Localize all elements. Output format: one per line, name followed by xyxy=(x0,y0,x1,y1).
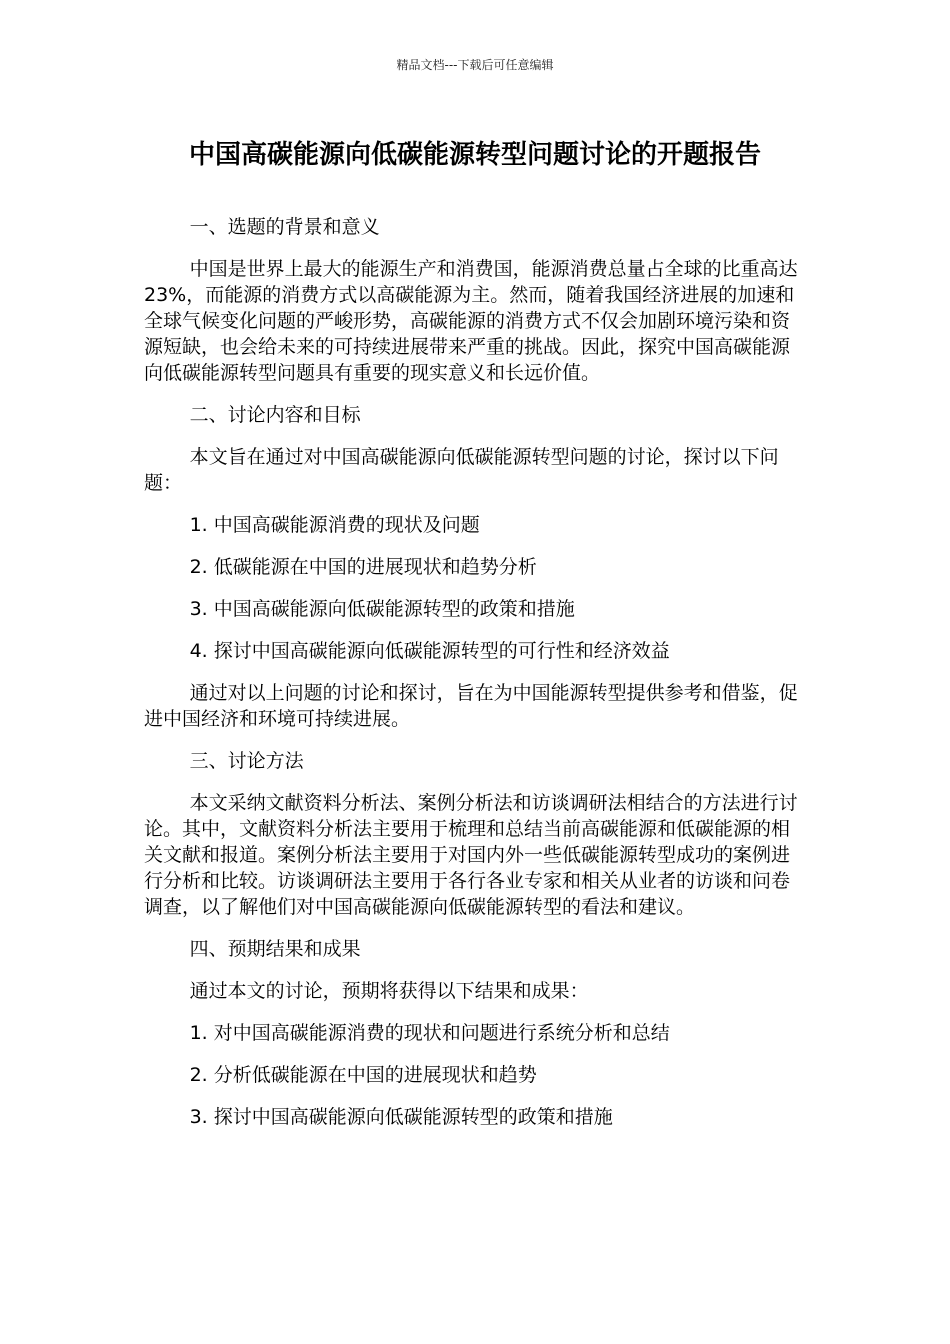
section-4-intro: 通过本文的讨论，预期将获得以下结果和成果： xyxy=(189,980,589,1002)
section-2-item: 4. 探讨中国高碳能源向低碳能源转型的可行性和经济效益 xyxy=(189,640,670,662)
section-2-item: 3. 中国高碳能源向低碳能源转型的政策和措施 xyxy=(189,598,575,620)
section-2-intro: 本文旨在通过对中国高碳能源向低碳能源转型问题的讨论，探讨以下问题： xyxy=(144,446,779,494)
section-4-item: 1. 对中国高碳能源消费的现状和问题进行系统分析和总结 xyxy=(189,1022,670,1044)
section-3-paragraph: 本文采纳文献资料分析法、案例分析法和访谈调研法相结合的方法进行讨论。其中，文献资料分析法主要用于梳理和总结当前高碳能源和低碳能源的相关文献和报道。案例分析法主要用于对国内外一些低碳能源转型成功的案例进行分析和比较。访谈调研法主要用于各行各业专家和相关从业者的访谈和问卷调查，以了解他们对中国高碳能源向低碳能源转型的看法和建议。 xyxy=(144,792,798,918)
section-4-item: 2. 分析低碳能源在中国的进展现状和趋势 xyxy=(189,1064,537,1086)
section-2-item: 2. 低碳能源在中国的进展现状和趋势分析 xyxy=(189,556,537,578)
section-1-heading: 一、选题的背景和意义 xyxy=(189,216,380,238)
section-4-item: 3. 探讨中国高碳能源向低碳能源转型的政策和措施 xyxy=(189,1106,613,1128)
section-1-paragraph: 中国是世界上最大的能源生产和消费国，能源消费总量占全球的比重高达 23%，而能源的消费方式以高碳能源为主。然而，随着我国经济进展的加速和全球气候变化问题的严峻形势，高碳能源的消费方式不仅会加剧环境污染和资源短缺，也会给未来的可持续进展带来严重的挑战。因此，探究中国高碳能源向低碳能源转型问题具有重要的现实意义和长远价值。 xyxy=(144,258,798,384)
header-note: 精品文档---下载后可任意编辑 xyxy=(396,58,554,72)
section-4-heading: 四、预期结果和成果 xyxy=(189,938,361,960)
document-title: 中国高碳能源向低碳能源转型问题讨论的开题报告 xyxy=(188,140,761,170)
document-body xyxy=(144,214,798,1146)
section-3-heading: 三、讨论方法 xyxy=(189,750,304,772)
section-2-heading: 二、讨论内容和目标 xyxy=(189,404,361,426)
section-2-item: 1. 中国高碳能源消费的现状及问题 xyxy=(189,514,480,536)
section-2-conclusion: 通过对以上问题的讨论和探讨，旨在为中国能源转型提供参考和借鉴，促进中国经济和环境可持续进展。 xyxy=(144,682,798,730)
